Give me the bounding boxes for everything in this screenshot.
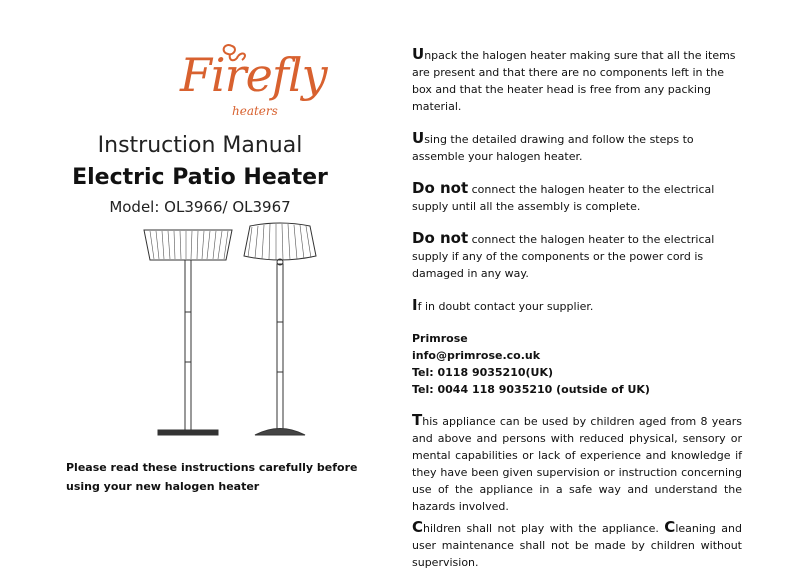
warning-assembly-complete (412, 180, 742, 215)
warning-text: connect the halogen heater to the electrical supply if any of the components or the power cord is damaged in any way. (412, 233, 715, 280)
brand-subtitle: heaters (232, 104, 278, 118)
drop-cap: I (412, 296, 418, 314)
safety-paragraph (412, 412, 742, 515)
drop-cap: C (412, 518, 424, 536)
instructions-panel (412, 46, 742, 586)
manual-title: Instruction Manual (97, 133, 303, 158)
product-title: Electric Patio Heater (72, 165, 328, 190)
contact-name: Primrose (412, 332, 468, 345)
heater-ol3967-drawing (244, 223, 316, 435)
model-number: Model: OL3966/ OL3967 (109, 198, 291, 216)
cover-panel (0, 0, 400, 540)
children-paragraph (412, 519, 742, 571)
instruction-unpack (412, 46, 742, 115)
heater-ol3966-drawing (144, 230, 232, 435)
brand-wordmark: Firefly (180, 48, 327, 102)
warning-text: connect the halogen heater to the electrical supply until all the assembly is complete. (412, 183, 715, 213)
drop-cap: T (412, 411, 423, 429)
instruction-text: npack the halogen heater making sure that all the items are present and that there are no components left in the box and that the heater head is free from any packing material. (412, 49, 736, 113)
warning-heading: Do not (412, 179, 469, 197)
read-instructions-note: Please read these instructions carefully before using your new halogen heater (66, 461, 358, 493)
contact-email[interactable]: info@primrose.co.uk (412, 349, 541, 362)
instruction-text: sing the detailed drawing and follow the steps to assemble your halogen heater. (412, 133, 694, 163)
instruction-doubt (412, 297, 742, 315)
contact-block (412, 330, 742, 398)
contact-tel-intl: Tel: 0044 118 9035210 (outside of UK) (412, 383, 650, 396)
drop-cap: U (412, 129, 425, 147)
drop-cap: C (664, 518, 676, 536)
children-text: hildren shall not play with the appliance. (423, 522, 665, 535)
instruction-assemble (412, 130, 742, 165)
patio-heater-illustration (140, 222, 330, 442)
warning-damaged (412, 230, 742, 282)
instruction-text: f in doubt contact your supplier. (417, 300, 594, 313)
drop-cap: U (412, 45, 425, 63)
warning-heading: Do not (412, 229, 469, 247)
contact-tel-uk: Tel: 0118 9035210(UK) (412, 366, 554, 379)
cleaning-text: leaning and user maintenance shall not be made by children without supervision. (412, 522, 742, 569)
safety-text: his appliance can be used by children aged from 8 years and above and persons with reduced physical, sensory or mental capabilities or lack of experience and knowledge if they have been given supervision or instruction concerning use of the appliance in a safe way and understand the hazards involved. (412, 415, 742, 513)
